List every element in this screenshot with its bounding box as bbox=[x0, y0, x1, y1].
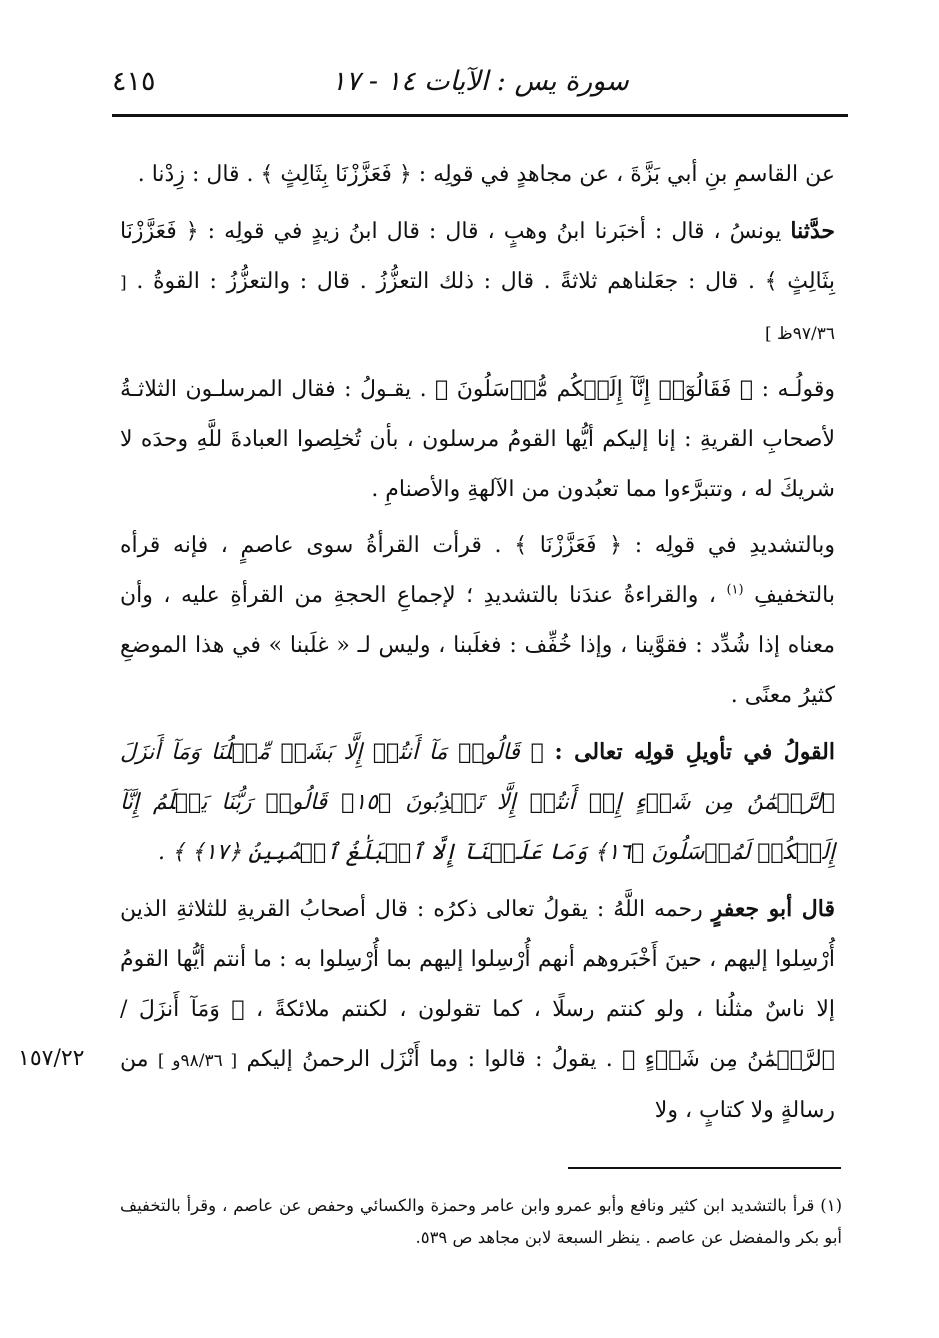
footnote: (١) قرأ بالتشديد ابن كثير ونافع وأبو عمرو وابن عامر وحمزة والكسائي وحفص عن عاصم ، وقرأ بالتخفيف أبو بكر والمفضل عن عاصم . ينظر السبعة لابن مجاهد ص ٥٣٩. bbox=[120, 1196, 842, 1247]
paragraph-text: عن القاسمِ بنِ أبي بَزَّةَ ، عن مجاهدٍ في قولِه : ﴿ فَعَزَّزْنَا بِثَالِثٍ ﴾ . قال : زِدْنا . bbox=[137, 162, 835, 187]
footnote-marker: (١) bbox=[726, 582, 744, 598]
section-heading: القولُ في تأويلِ قولِه تعالى : bbox=[554, 739, 835, 765]
paragraph-text: من رسالةٍ ولا كتابٍ ، ولا bbox=[120, 1047, 835, 1123]
running-title: سورة يس : الآيات ١٤ - ١٧ bbox=[331, 66, 629, 97]
paragraph bbox=[120, 884, 835, 1136]
paragraph-text: وقولُـه : ﴿ فَقَالُوٓا۟ إِنَّآ إِلَيۡكُم مُّرۡسَلُونَ ﴾ . يقـولُ : فقال المرسلـون الثلاثـةُ لأصحابِ القريةِ : إنا إليكم أيُّها القومُ مرسلون ، بأن تُخلِصوا العبادةَ للَّهِ وحدَه لا شريكَ له ، وتتبرَّءوا مما تعبُدون من الآلهةِ والأصنامِ . bbox=[120, 377, 835, 502]
paragraph-text: ، والقراءةُ عندَنا بالتشديدِ ؛ لإجماعِ الحجةِ من القرأةِ عليه ، وأن معناه إذا شُدِّد : فقوَّينا ، وإذا خُفِّف : فغلَبنا ، وليس لـ « غلَبنا » في هذا الموضعِ كثيرُ معنًى . bbox=[120, 583, 835, 708]
page-number: ٤١٥ bbox=[112, 66, 156, 97]
paragraph bbox=[120, 521, 835, 721]
paragraph bbox=[120, 206, 835, 359]
header-divider bbox=[112, 114, 848, 117]
narrator-name: قال أبو جعفرٍ bbox=[711, 896, 835, 922]
narration-lead: حدَّثنا bbox=[790, 218, 835, 244]
paragraph-text: يونسُ ، قال : أخبَرنا ابنُ وهبٍ ، قال : قال ابنُ زيدٍ في قولِه : ﴿ فَعَزَّزْنَا بِثَالِثٍ ﴾ . قال : جعَلناهم ثلاثةً . قال : ذلك التعزُّزُ . قال : والتعزُّزُ : القوةُ . bbox=[120, 219, 835, 294]
manuscript-reference: [ ٩٧/٣٦ظ ] bbox=[120, 273, 835, 344]
main-text bbox=[120, 150, 835, 1142]
page-header bbox=[112, 60, 848, 112]
quran-verse: ﴿ قَالُوا۟ مَآ أَنتُمۡ إِلَّا بَشَرٞ مِّثۡلُنَا وَمَآ أَنزَلَ ٱلرَّحۡمَٰنُ مِن شَيۡءٍ إِنۡ أَنتُمۡ إِلَّا تَكۡذِبُونَ ﴿١٥﴾ قَالُوا۟ رَبُّنَا يَعۡلَمُ إِنَّآ إِلَيۡكُمۡ لَمُرۡسَلُونَ ﴿١٦﴾ وَمَا عَلَيۡنَآ إِلَّا ٱلۡبَلَٰغُ ٱلۡمُبِينُ ﴿١٧﴾ ﴾ . bbox=[120, 740, 835, 865]
manuscript-reference: [ ٩٨/٣٦و ] bbox=[157, 1051, 238, 1071]
margin-reference: ١٥٧/٢٢ bbox=[18, 1046, 85, 1071]
footnotes bbox=[120, 1190, 842, 1254]
paragraph bbox=[120, 150, 835, 200]
paragraph bbox=[120, 365, 835, 515]
paragraph-text: رحمه اللَّهُ : يقولُ تعالى ذكرُه : قال أصحابُ القريةِ للثلاثةِ الذين أُرْسِلوا إليهم ، حينَ أَخْبَروهم أنهم أُرْسِلوا إليهم بما أُرْسِلوا به : ما أنتم أيُّها القومُ إلا ناسٌ مثلُنا ، ولو كنتم رسلًا ، كما تقولون ، لكنتم ملائكةً ، ﴿ وَمَآ أَنزَلَ / ٱلرَّحۡمَٰنُ مِن شَيۡءٍ ﴾ . يقولُ : قالوا : وما أَنْزَل الرحمنُ إليكم bbox=[120, 897, 836, 1072]
paragraph-text: وبالتشديدِ في قولِه : ﴿ فَعَزَّزْنَا ﴾ . قرأت القرأةُ سوى عاصمٍ ، فإنه قرأه بالتخفيفِ bbox=[120, 533, 835, 608]
paragraph bbox=[120, 727, 835, 878]
footnote-divider bbox=[568, 1167, 841, 1169]
